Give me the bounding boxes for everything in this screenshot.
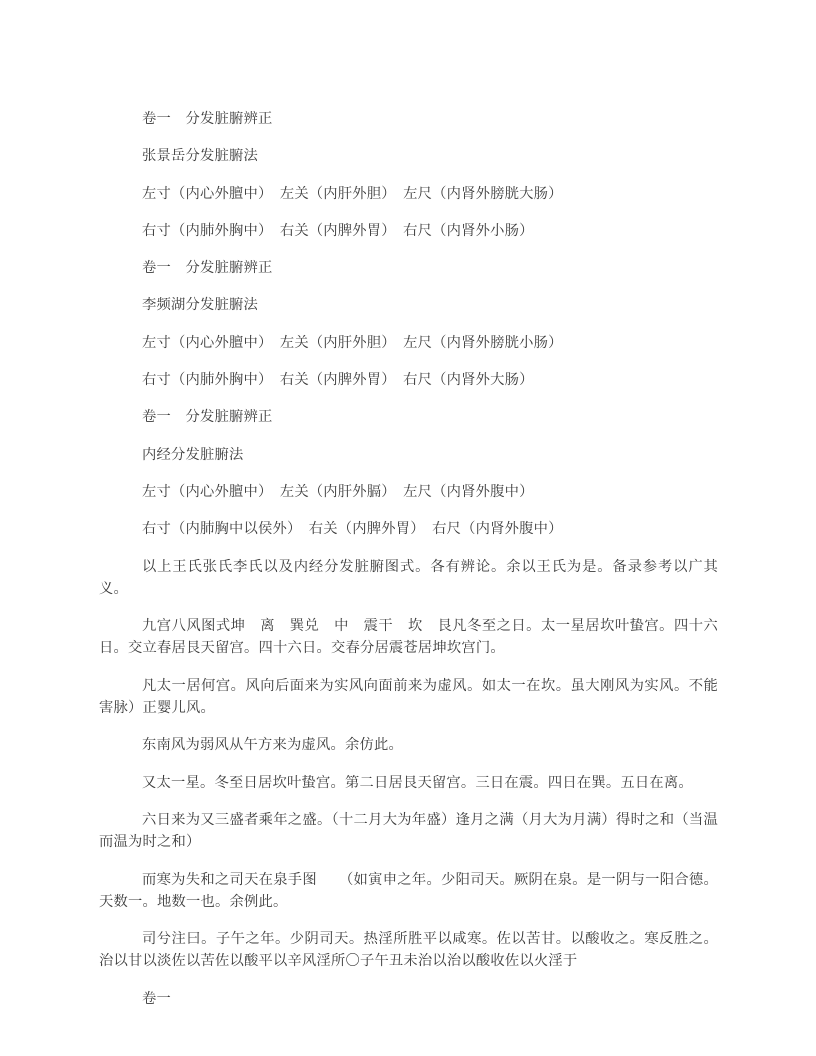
paragraph: 又太一星。冬至日居坎叶蛰宫。第二日居艮天留宫。三日在震。四日在巽。五日在离。 [142, 774, 693, 791]
paragraph: 司兮注曰。子午之年。少阴司天。热淫所胜平以咸寒。佐以苦甘。以酸收之。寒反胜之。治以甘以淡佐以苦佐以酸平以辛风淫所〇子午丑未治以治以酸收佐以火淫于 [99, 931, 718, 970]
paragraph: 以上王氏张氏李氏以及内经分发脏腑图式。各有辨论。余以王氏为是。备录参考以广其义。 [99, 558, 718, 597]
paragraph: 六日来为又三盛者乘年之盛。（十二月大为年盛）逢月之满（月大为月满）得时之和（当温而温为时之和） [99, 811, 718, 851]
subsection-heading: 李频湖分发脏腑法 [142, 297, 258, 314]
paragraph: 左寸（内心外膻中） 左关（内肝外胆） 左尺（内肾外膀胱小肠） [142, 334, 563, 351]
paragraph: 左寸（内心外膻中） 左关（内肝外胆） 左尺（内肾外膀胱大肠） [142, 185, 563, 202]
subsection-heading: 内经分发脏腑法 [142, 446, 244, 463]
subsection-heading: 张景岳分发脏腑法 [142, 148, 258, 165]
paragraph: 凡太一居何宫。风向后面来为实风向面前来为虚风。如太一在坎。虽大刚风为实风。不能害脉）正婴儿风。 [99, 677, 718, 717]
paragraph: 东南风为弱风从午方来为虚风。余仿此。 [142, 737, 403, 754]
paragraph: 而寒为失和之司天在泉手图 （如寅申之年。少阳司天。厥阴在泉。是一阴与一阳合德。天数一。地数一也。余例此。 [99, 871, 718, 910]
section-heading: 卷一 [142, 990, 171, 1007]
paragraph: 右寸（内肺外胸中） 右关（内脾外胃） 右尺（内肾外大肠） [142, 372, 534, 389]
paragraph: 左寸（内心外膻中） 左关（内肝外膈） 左尺（内肾外腹中） [142, 483, 534, 500]
paragraph: 右寸（内肺外胸中） 右关（内脾外胃） 右尺（内肾外小肠） [142, 222, 534, 239]
section-heading: 卷一 分发脏腑辨正 [142, 111, 273, 127]
section-heading: 卷一 分发脏腑辨正 [142, 409, 273, 426]
section-heading: 卷一 分发脏腑辨正 [142, 260, 273, 277]
paragraph: 右寸（内肺胸中以侯外） 右关（内脾外胃） 右尺（内肾外腹中） [142, 521, 563, 538]
paragraph: 九宫八风图式坤 离 巽兑 中 震干 坎 艮凡冬至之日。太一星居坎叶蛰宫。四十六日。交立春居艮天留宫。四十六日。交春分居震苍居坤坎宫门。 [99, 618, 718, 657]
